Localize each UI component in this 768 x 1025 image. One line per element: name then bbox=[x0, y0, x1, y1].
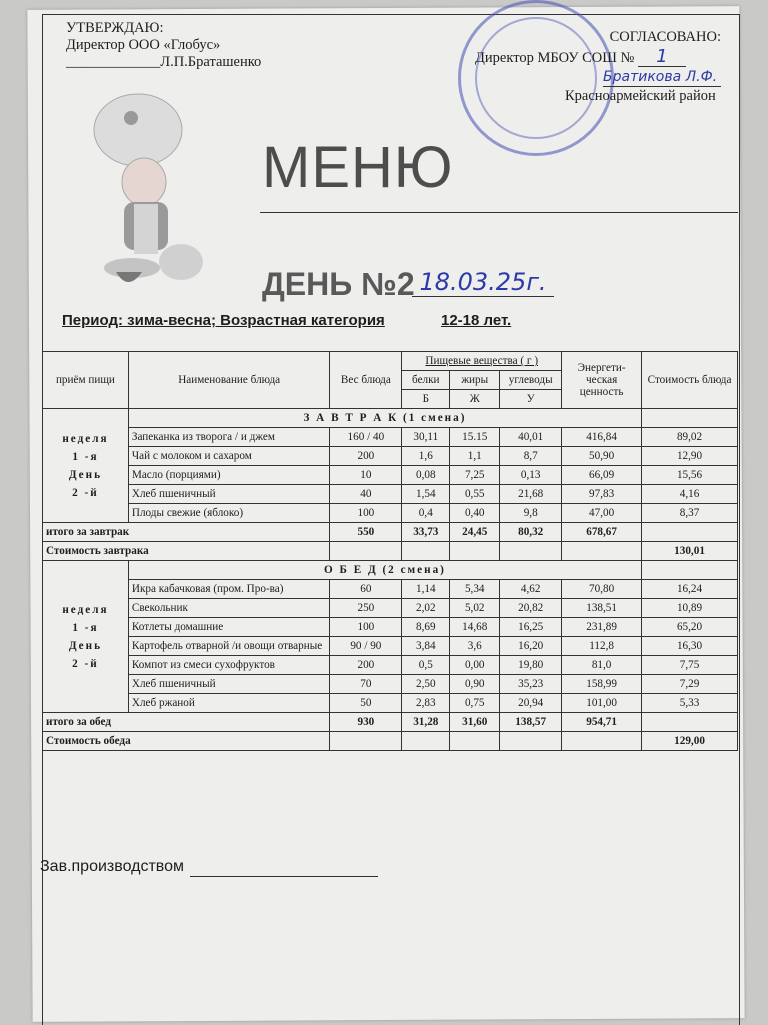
table-row bbox=[43, 504, 738, 523]
lunch-day-label-line: 2 -й bbox=[72, 657, 99, 670]
dish-name: Икра кабачковая (пром. Про-ва) bbox=[128, 580, 330, 599]
dish-value: 1,54 bbox=[402, 485, 450, 504]
dish-value: 50 bbox=[330, 694, 402, 713]
dish-value: 12,90 bbox=[642, 447, 738, 466]
dish-value: 2,02 bbox=[402, 599, 450, 618]
dish-value: 16,30 bbox=[642, 637, 738, 656]
lunch-cost-blank bbox=[562, 732, 642, 751]
dish-value: 14,68 bbox=[450, 618, 500, 637]
breakfast-cost-blank bbox=[330, 542, 402, 561]
header-dish: Наименование блюда bbox=[128, 352, 330, 409]
dish-value: 4,16 bbox=[642, 485, 738, 504]
dish-value: 21,68 bbox=[500, 485, 562, 504]
lunch-total-value: 954,71 bbox=[562, 713, 642, 732]
lunch-title: О Б Е Д (2 смена) bbox=[128, 561, 641, 580]
header-nutrients: Пищевые вещества ( г ) bbox=[402, 352, 562, 371]
dish-value: 138,51 bbox=[562, 599, 642, 618]
approval-signature-line: _____________Л.П.Браташенко bbox=[66, 54, 262, 70]
dish-value: 0,55 bbox=[450, 485, 500, 504]
lunch-title-blank bbox=[642, 561, 738, 580]
school-number: 1 bbox=[638, 47, 686, 67]
header-carbs-abbr: У bbox=[500, 390, 562, 409]
lunch-cost-blank bbox=[402, 732, 450, 751]
dish-value: 101,00 bbox=[562, 694, 642, 713]
breakfast-title: З А В Т Р А К (1 смена) bbox=[128, 409, 641, 428]
table-row bbox=[43, 694, 738, 713]
breakfast-day-label bbox=[43, 409, 129, 523]
day-label: ДЕНЬ №2 bbox=[262, 266, 415, 302]
dish-value: 8,69 bbox=[402, 618, 450, 637]
approval-position: Директор ООО «Глобус» bbox=[66, 37, 221, 53]
dish-name: Компот из смеси сухофруктов bbox=[128, 656, 330, 675]
page-title: МЕНЮ bbox=[262, 135, 454, 200]
dish-value: 7,25 bbox=[450, 466, 500, 485]
dish-value: 20,94 bbox=[500, 694, 562, 713]
dish-value: 158,99 bbox=[562, 675, 642, 694]
breakfast-cost-row bbox=[43, 542, 738, 561]
lunch-section bbox=[43, 561, 738, 751]
dish-value: 15.15 bbox=[450, 428, 500, 447]
breakfast-total-value: 24,45 bbox=[450, 523, 500, 542]
breakfast-cost-blank bbox=[402, 542, 450, 561]
header-protein-abbr: Б bbox=[402, 390, 450, 409]
dish-value: 100 bbox=[330, 504, 402, 523]
title-underline bbox=[260, 212, 738, 213]
lunch-total-value: 31,28 bbox=[402, 713, 450, 732]
dish-value: 200 bbox=[330, 656, 402, 675]
dish-value: 40 bbox=[330, 485, 402, 504]
dish-value: 9,8 bbox=[500, 504, 562, 523]
breakfast-title-blank bbox=[642, 409, 738, 428]
agreed-position: Директор МБОУ СОШ № bbox=[475, 50, 635, 66]
table-row bbox=[43, 580, 738, 599]
dish-value: 416,84 bbox=[562, 428, 642, 447]
breakfast-day-label-line: 2 -й bbox=[72, 486, 99, 499]
dish-value: 4,62 bbox=[500, 580, 562, 599]
dish-value: 70,80 bbox=[562, 580, 642, 599]
header-carbs: углеводы bbox=[500, 371, 562, 390]
breakfast-total-value: 33,73 bbox=[402, 523, 450, 542]
dish-value: 30,11 bbox=[402, 428, 450, 447]
lunch-total-blank bbox=[642, 713, 738, 732]
dish-name: Свекольник bbox=[128, 599, 330, 618]
breakfast-section bbox=[43, 409, 738, 561]
header-cost: Стоимость блюда bbox=[642, 352, 738, 409]
dish-value: 160 / 40 bbox=[330, 428, 402, 447]
header-protein: белки bbox=[402, 371, 450, 390]
table-row bbox=[43, 637, 738, 656]
dish-name: Запеканка из творога / и джем bbox=[128, 428, 330, 447]
dish-value: 8,7 bbox=[500, 447, 562, 466]
table-row bbox=[43, 447, 738, 466]
dish-value: 97,83 bbox=[562, 485, 642, 504]
table-row bbox=[43, 428, 738, 447]
dish-value: 7,75 bbox=[642, 656, 738, 675]
dish-value: 1,1 bbox=[450, 447, 500, 466]
period-line bbox=[62, 312, 511, 329]
dish-value: 16,24 bbox=[642, 580, 738, 599]
dish-value: 50,90 bbox=[562, 447, 642, 466]
lunch-cost-label: Стоимость обеда bbox=[43, 732, 330, 751]
dish-value: 5,02 bbox=[450, 599, 500, 618]
dish-value: 0,40 bbox=[450, 504, 500, 523]
lunch-cost-blank bbox=[450, 732, 500, 751]
breakfast-day-label-line: неделя bbox=[62, 432, 109, 445]
dish-value: 16,25 bbox=[500, 618, 562, 637]
dish-value: 90 / 90 bbox=[330, 637, 402, 656]
breakfast-total-blank bbox=[642, 523, 738, 542]
dish-value: 10 bbox=[330, 466, 402, 485]
lunch-total-label: итого за обед bbox=[43, 713, 330, 732]
breakfast-cost-blank bbox=[562, 542, 642, 561]
breakfast-total-value: 550 bbox=[330, 523, 402, 542]
dish-value: 89,02 bbox=[642, 428, 738, 447]
dish-value: 100 bbox=[330, 618, 402, 637]
dish-name: Масло (порциями) bbox=[128, 466, 330, 485]
dish-name: Чай с молоком и сахаром bbox=[128, 447, 330, 466]
dish-value: 0,00 bbox=[450, 656, 500, 675]
agreed-block bbox=[475, 28, 721, 106]
lunch-day-label bbox=[43, 561, 129, 713]
breakfast-cost-blank bbox=[500, 542, 562, 561]
approval-title: УТВЕРЖДАЮ: bbox=[66, 20, 164, 36]
dish-value: 0,5 bbox=[402, 656, 450, 675]
lunch-total-value: 930 bbox=[330, 713, 402, 732]
breakfast-day-label-line: 1 -я bbox=[72, 450, 99, 463]
dish-value: 250 bbox=[330, 599, 402, 618]
day-date: 18.03.25г. bbox=[412, 268, 554, 297]
lunch-cost-blank bbox=[500, 732, 562, 751]
lunch-cost-value: 129,00 bbox=[642, 732, 738, 751]
dish-value: 15,56 bbox=[642, 466, 738, 485]
breakfast-total-label: итого за завтрак bbox=[43, 523, 330, 542]
lunch-total-value: 31,60 bbox=[450, 713, 500, 732]
chef-illustration bbox=[86, 90, 216, 300]
header-meal: приём пищи bbox=[43, 352, 129, 409]
dish-value: 2,50 bbox=[402, 675, 450, 694]
table-row bbox=[43, 656, 738, 675]
dish-value: 10,89 bbox=[642, 599, 738, 618]
dish-value: 0,13 bbox=[500, 466, 562, 485]
dish-value: 40,01 bbox=[500, 428, 562, 447]
dish-value: 19,80 bbox=[500, 656, 562, 675]
production-manager-label: Зав.производством bbox=[40, 858, 184, 875]
dish-value: 66,09 bbox=[562, 466, 642, 485]
dish-value: 0,75 bbox=[450, 694, 500, 713]
breakfast-day-label-line: День bbox=[68, 468, 103, 481]
dish-value: 16,20 bbox=[500, 637, 562, 656]
dish-name: Хлеб ржаной bbox=[128, 694, 330, 713]
dish-value: 3,84 bbox=[402, 637, 450, 656]
table-row bbox=[43, 599, 738, 618]
dish-value: 2,83 bbox=[402, 694, 450, 713]
lunch-day-label-line: неделя bbox=[62, 603, 109, 616]
lunch-total-row bbox=[43, 713, 738, 732]
dish-value: 200 bbox=[330, 447, 402, 466]
dish-value: 7,29 bbox=[642, 675, 738, 694]
breakfast-cost-value: 130,01 bbox=[642, 542, 738, 561]
header-energy: Энергети- ческая ценность bbox=[562, 352, 642, 409]
dish-name: Хлеб пшеничный bbox=[128, 485, 330, 504]
agreed-title: СОГЛАСОВАНО: bbox=[609, 29, 721, 45]
header-fat-abbr: Ж bbox=[450, 390, 500, 409]
agreed-signature-line bbox=[603, 68, 721, 87]
breakfast-cost-label: Стоимость завтрака bbox=[43, 542, 330, 561]
dish-value: 81,0 bbox=[562, 656, 642, 675]
header-fat: жиры bbox=[450, 371, 500, 390]
period-ages: 12-18 лет. bbox=[440, 312, 512, 329]
lunch-day-label-line: 1 -я bbox=[72, 621, 99, 634]
dish-value: 65,20 bbox=[642, 618, 738, 637]
agreed-position-line bbox=[475, 47, 721, 68]
dish-value: 0,90 bbox=[450, 675, 500, 694]
dish-value: 8,37 bbox=[642, 504, 738, 523]
dish-name: Котлеты домашние bbox=[128, 618, 330, 637]
lunch-cost-row bbox=[43, 732, 738, 751]
approval-block bbox=[66, 20, 261, 71]
lunch-day-label-line: День bbox=[68, 639, 103, 652]
lunch-total-value: 138,57 bbox=[500, 713, 562, 732]
table-row bbox=[43, 485, 738, 504]
dish-value: 5,34 bbox=[450, 580, 500, 599]
dish-value: 112,8 bbox=[562, 637, 642, 656]
production-manager-signature-line bbox=[190, 876, 378, 877]
dish-value: 0,4 bbox=[402, 504, 450, 523]
dish-value: 70 bbox=[330, 675, 402, 694]
dish-value: 20,82 bbox=[500, 599, 562, 618]
breakfast-total-value: 80,32 bbox=[500, 523, 562, 542]
table-row bbox=[43, 466, 738, 485]
agreed-signature-name: Братикова Л.Ф. bbox=[603, 69, 718, 85]
dish-name: Плоды свежие (яблоко) bbox=[128, 504, 330, 523]
dish-value: 1,6 bbox=[402, 447, 450, 466]
dish-name: Картофель отварной /и овощи отварные bbox=[128, 637, 330, 656]
breakfast-total-row bbox=[43, 523, 738, 542]
period-label: Период: зима-весна; Возрастная категория bbox=[62, 312, 385, 329]
dish-value: 35,23 bbox=[500, 675, 562, 694]
agreed-region: Красноармейский район bbox=[565, 88, 716, 104]
breakfast-cost-blank bbox=[450, 542, 500, 561]
dish-value: 231,89 bbox=[562, 618, 642, 637]
dish-value: 60 bbox=[330, 580, 402, 599]
table-row bbox=[43, 675, 738, 694]
dish-value: 1,14 bbox=[402, 580, 450, 599]
table-row bbox=[43, 618, 738, 637]
breakfast-total-value: 678,67 bbox=[562, 523, 642, 542]
dish-name: Хлеб пшеничный bbox=[128, 675, 330, 694]
dish-value: 0,08 bbox=[402, 466, 450, 485]
menu-table bbox=[42, 351, 738, 751]
header-weight: Вес блюда bbox=[330, 352, 402, 409]
dish-value: 47,00 bbox=[562, 504, 642, 523]
dish-value: 3,6 bbox=[450, 637, 500, 656]
lunch-cost-blank bbox=[330, 732, 402, 751]
dish-value: 5,33 bbox=[642, 694, 738, 713]
